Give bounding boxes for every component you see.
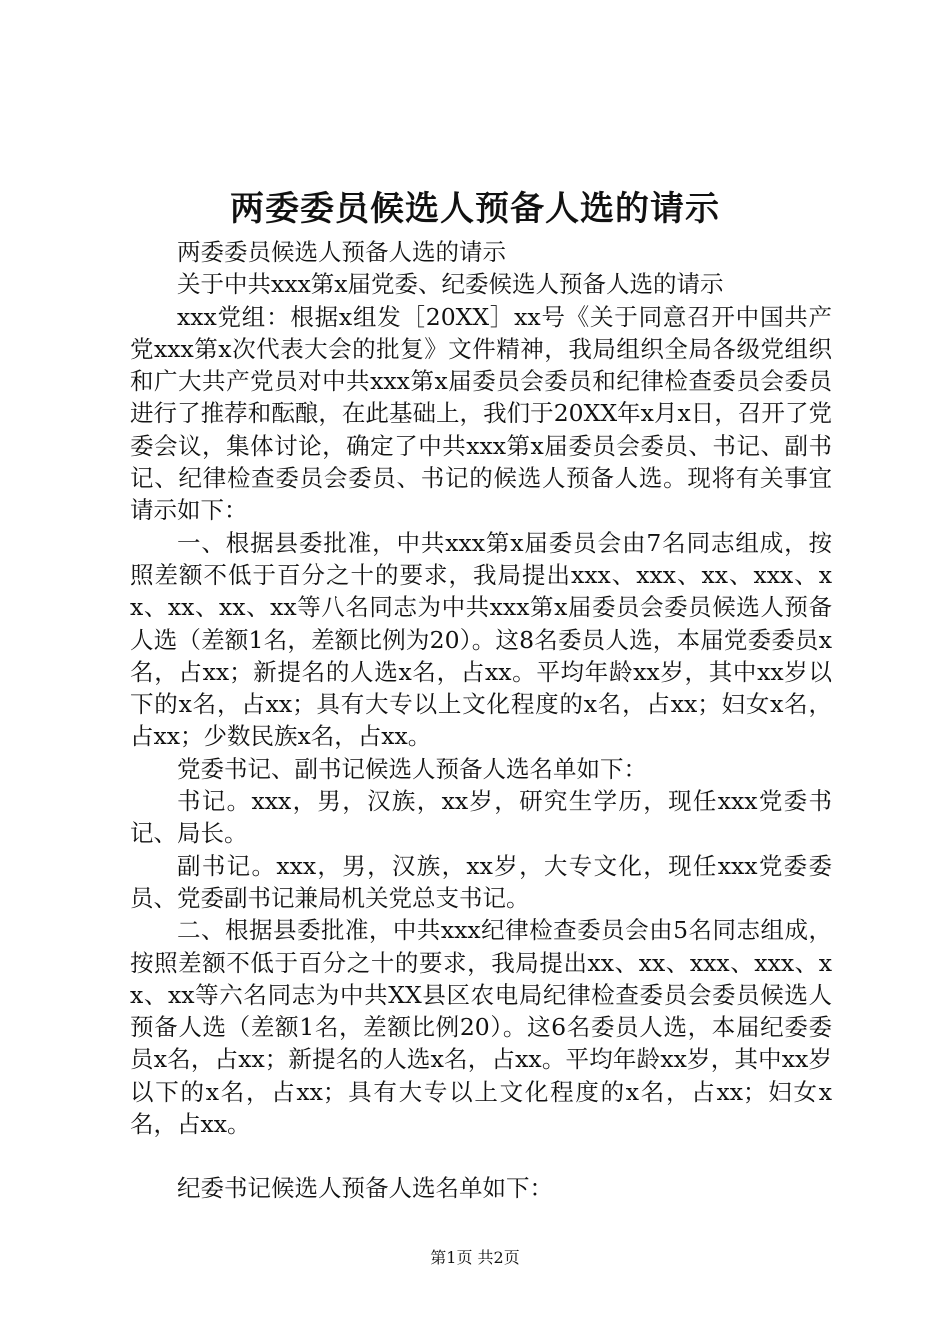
document-title: 两委委员候选人预备人选的请示 bbox=[230, 189, 720, 229]
paragraph-discipline-committee: 二、根据县委批准，中共xxx纪律检查委员会由5名同志组成，按照差额不低于百分之十的要求，我局提出xx、xx、xxx、xxx、xx、xx等六名同志为中共XX县区农电局纪律检查委员会委员候选人预备人选（差额1名，差额比例20）。这6名委员人选，本届纪委委员x名，占xx；新提名的人选x名，占xx。平均年龄xx岁，其中xx岁以下的x名，占xx；具有大专以上文化程度的x名，占xx；妇女x名，占xx。 bbox=[130, 916, 832, 1139]
document-body bbox=[130, 236, 832, 1205]
paragraph-party-committee: 一、根据县委批准，中共xxx第x届委员会由7名同志组成，按照差额不低于百分之十的要求，我局提出xxx、xxx、xx、xxx、xx、xx、xx、xx等八名同志为中共xxx第x届委员会委员候选人预备人选（差额1名，差额比例为20）。这8名委员人选，本届党委委员x名，占xx；新提名的人选x名，占xx。平均年龄xx岁，其中xx岁以下的x名，占xx；具有大专以上文化程度的x名，占xx；妇女x名，占xx；少数民族x名，占xx。 bbox=[130, 528, 832, 751]
paragraph-heading-repeat: 两委委员候选人预备人选的请示 bbox=[177, 238, 506, 266]
paragraph-secretary-list-heading: 党委书记、副书记候选人预备人选名单如下： bbox=[177, 754, 647, 783]
paragraph-subject: 关于中共xxx第x届党委、纪委候选人预备人选的请示 bbox=[177, 270, 724, 299]
paragraph-discipline-secretary-heading: 纪委书记候选人预备人选名单如下： bbox=[177, 1174, 553, 1203]
paragraph-deputy-secretary: 副书记。xxx，男，汉族，xx岁，大专文化，现任xxx党委委员、党委副书记兼局机关党总支书记。 bbox=[130, 851, 832, 912]
page-number: 第1页 共2页 bbox=[430, 1248, 520, 1267]
paragraph-introduction: xxx党组：根据x组发［20XX］xx号《关于同意召开中国共产党xxx第x次代表大会的批复》文件精神，我局组织全局各级党组织和广大共产党员对中共xxx第x届委员会委员和纪律检查委员会委员进行了推荐和酝酿，在此基础上，我们于20XX年x月x日，召开了党委会议，集体讨论，确定了中共xxx第x届委员会委员、书记、副书记、纪律检查委员会委员、书记的候选人预备人选。现将有关事宜请示如下： bbox=[130, 302, 832, 525]
paragraph-secretary: 书记。xxx，男，汉族，xx岁，研究生学历，现任xxx党委书记、局长。 bbox=[130, 787, 832, 848]
